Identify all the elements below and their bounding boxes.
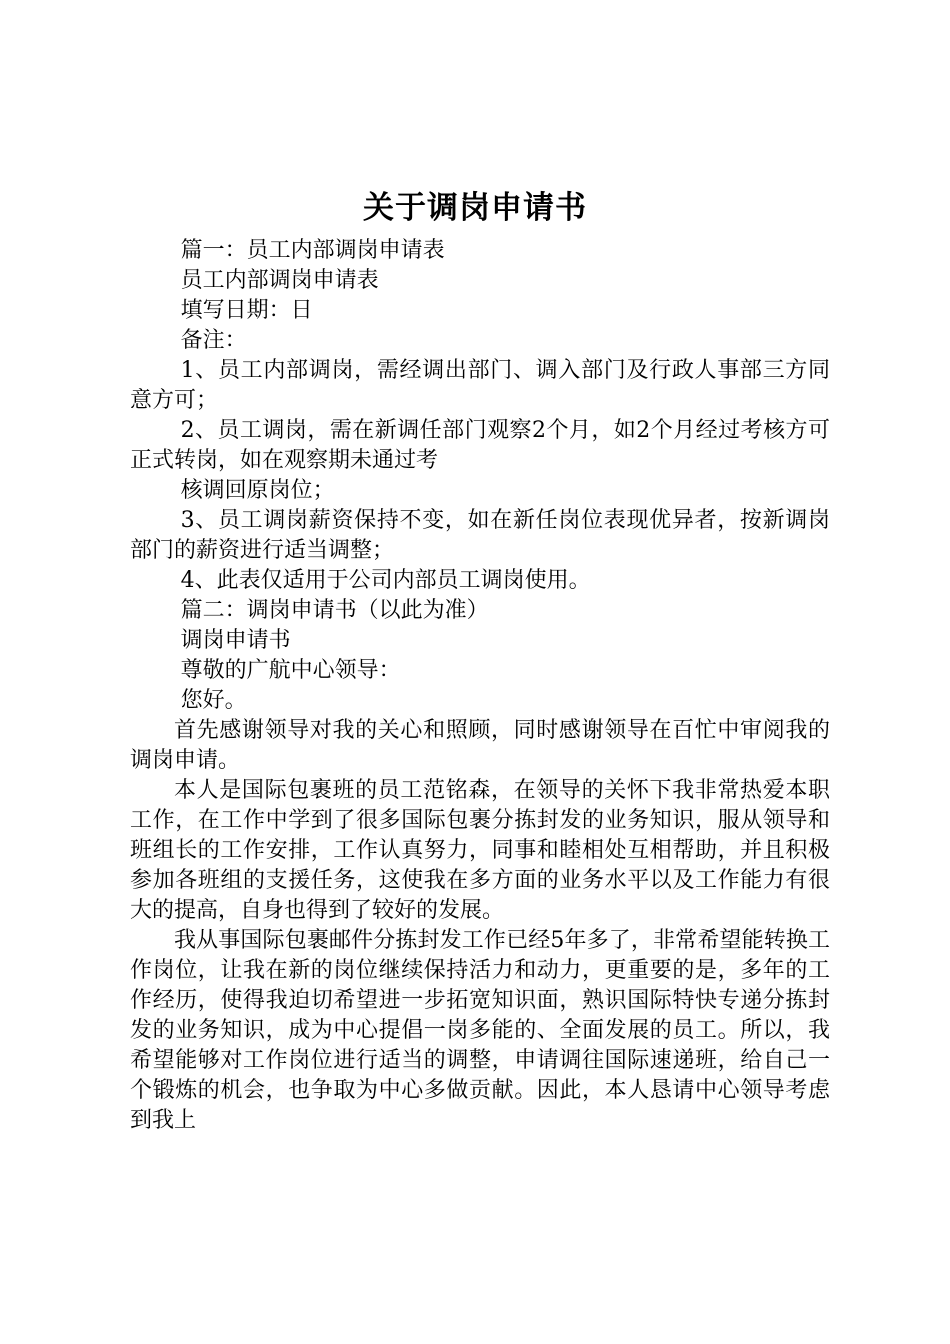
- paragraph-remark-3: 3、员工调岗薪资保持不变，如在新任岗位表现优异者，按新调岗部门的薪资进行适当调整；: [130, 508, 830, 563]
- paragraph-self-introduction: 本人是国际包裹班的员工范铭森，在领导的关怀下我非常热爱本职工作，在工作中学到了很多国际包裹分拣封发的业务知识，服从领导和班组长的工作安排，工作认真努力，同事和睦相处互相帮助，并且积极参加各班组的支援任务，这使我在多方面的业务水平以及工作能力有很大的提高，自身也得到了较好的发展。: [130, 778, 830, 923]
- paragraph-thanks: 首先感谢领导对我的关心和照顾，同时感谢领导在百忙中审阅我的调岗申请。: [130, 718, 830, 773]
- paragraph-remark-2-continued: 核调回原岗位；: [180, 478, 335, 503]
- paragraph-fill-date: 填写日期：日: [180, 298, 313, 323]
- document-body: [130, 236, 830, 1136]
- paragraph-remark-1: 1、员工内部调岗，需经调出部门、调入部门及行政人事部三方同意方可；: [130, 358, 830, 413]
- paragraph-salutation: 尊敬的广航中心领导：: [180, 658, 401, 683]
- document-title: 关于调岗申请书: [363, 190, 587, 226]
- paragraph-transfer-request: 我从事国际包裹邮件分拣封发工作已经5年多了，非常希望能转换工作岗位，让我在新的岗位继续保持活力和动力，更重要的是，多年的工作经历，使得我迫切希望进一步拓宽知识面，熟识国际特快专递分拣封发的业务知识，成为中心提倡一岗多能的、全面发展的员工。所以，我希望能够对工作岗位进行适当的调整，申请调往国际速递班，给自己一个锻炼的机会，也争取为中心多做贡献。因此，本人恳请中心领导考虑到我上: [130, 928, 830, 1133]
- paragraph-section-two-heading: 篇二：调岗申请书（以此为准）: [180, 598, 489, 623]
- paragraph-form-title: 员工内部调岗申请表: [180, 268, 379, 293]
- paragraph-section-one-heading: 篇一：员工内部调岗申请表: [180, 238, 445, 263]
- paragraph-remark-2: 2、员工调岗，需在新调任部门观察2个月，如2个月经过考核方可正式转岗，如在观察期未通过考: [130, 418, 830, 473]
- paragraph-remarks-label: 备注：: [180, 328, 247, 353]
- paragraph-greeting: 您好。: [180, 688, 247, 713]
- paragraph-remark-4: 4、此表仅适用于公司内部员工调岗使用。: [180, 568, 591, 593]
- paragraph-letter-title: 调岗申请书: [180, 628, 291, 653]
